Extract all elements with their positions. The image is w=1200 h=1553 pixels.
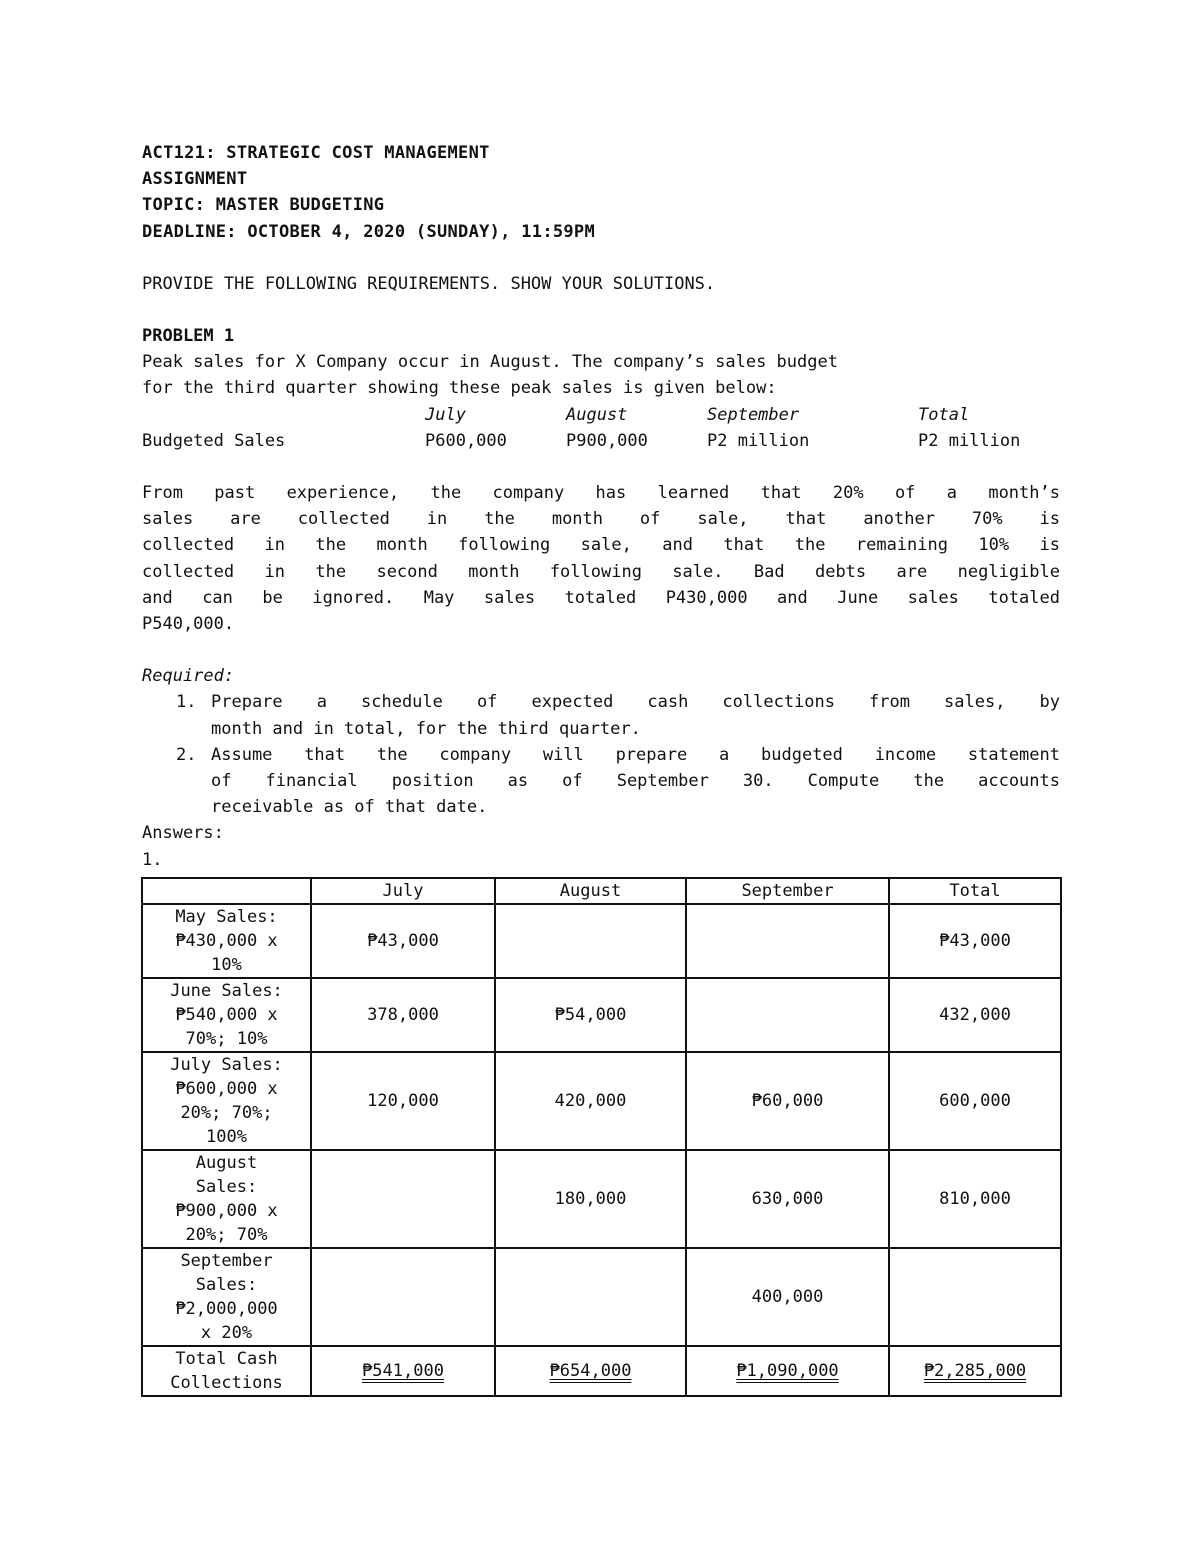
table-row-september: [142, 1248, 1061, 1346]
course-title: ACT121: STRATEGIC COST MANAGEMENT: [142, 143, 490, 163]
cell-total: 600,000: [889, 1052, 1061, 1150]
requirements-list: [142, 689, 1060, 820]
table-row-august: [142, 1150, 1061, 1248]
requirement-line: month and in total, for the third quarter.: [211, 718, 641, 739]
requirement-line: Assume that the company will prepare a budgeted income statement: [211, 744, 1060, 765]
requirement-line: of financial position as of September 30. Compute the accounts: [211, 771, 1060, 792]
row-label: Total Cash Collections: [142, 1346, 311, 1396]
cell-september: ₱60,000: [686, 1052, 889, 1150]
total-cell-july: ₱541,000: [311, 1346, 495, 1396]
paragraph-line: P540,000.: [142, 614, 235, 635]
cash-collections-table: [141, 877, 1062, 1397]
cell-july: ₱43,000: [311, 904, 495, 978]
table-row-june: [142, 978, 1061, 1052]
cell-september: [686, 904, 889, 978]
table-row-total: [142, 1346, 1061, 1396]
cell-september: 400,000: [686, 1248, 889, 1346]
requirement-number: 2.: [176, 744, 197, 765]
cell-total: ₱43,000: [889, 904, 1061, 978]
sales-value-july: P600,000: [425, 430, 507, 451]
header-september: September: [686, 878, 889, 904]
requirement-item: [142, 689, 1060, 741]
header-august: August: [495, 878, 686, 904]
row-label: June Sales: ₱540,000 x 70%; 10%: [142, 978, 311, 1052]
header-total: Total: [889, 878, 1061, 904]
cell-august: ₱54,000: [495, 978, 686, 1052]
answers-label: Answers:: [142, 823, 224, 844]
row-label: August Sales: ₱900,000 x 20%; 70%: [142, 1150, 311, 1248]
sales-budget-row: [142, 428, 1060, 454]
header-blank-cell: [142, 878, 311, 904]
sales-budget-header: [142, 402, 1060, 428]
requirement-number: 1.: [176, 692, 197, 713]
intro-line: Peak sales for X Company occur in August. The company’s sales budget: [142, 352, 838, 373]
requirement-line: Prepare a schedule of expected cash collections from sales, by: [211, 692, 1060, 713]
instruction-line: PROVIDE THE FOLLOWING REQUIREMENTS. SHOW YOUR SOLUTIONS.: [142, 273, 716, 294]
cell-august: [495, 1248, 686, 1346]
paragraph-line: From past experience, the company has learned that 20% of a month’s: [142, 483, 1060, 503]
total-cell-total: ₱2,285,000: [889, 1346, 1061, 1396]
answer-number: 1.: [142, 849, 163, 870]
table-row-may: [142, 904, 1061, 978]
total-cell-september: ₱1,090,000: [686, 1346, 889, 1396]
cell-august: [495, 904, 686, 978]
total-cell-august: ₱654,000: [495, 1346, 686, 1396]
cell-july: [311, 1248, 495, 1346]
paragraph-line: sales are collected in the month of sale, that another 70% is: [142, 509, 1060, 530]
sales-header-august: August: [566, 404, 628, 425]
cell-august: 180,000: [495, 1150, 686, 1248]
sales-row-label: Budgeted Sales: [142, 430, 286, 451]
header-july: July: [311, 878, 495, 904]
cell-september: 630,000: [686, 1150, 889, 1248]
topic-line: TOPIC: MASTER BUDGETING: [142, 195, 385, 216]
problem-title: PROBLEM 1: [142, 326, 235, 347]
requirement-item: [142, 742, 1060, 821]
cell-july: 378,000: [311, 978, 495, 1052]
intro-line: for the third quarter showing these peak sales is given below:: [142, 378, 777, 399]
row-label: May Sales: ₱430,000 x 10%: [142, 904, 311, 978]
cell-september: [686, 978, 889, 1052]
cell-total: [889, 1248, 1061, 1346]
table-row-july: [142, 1052, 1061, 1150]
sales-value-total: P2 million: [918, 430, 1021, 451]
sales-header-september: September: [707, 404, 800, 425]
cell-july: [311, 1150, 495, 1248]
sales-header-july: July: [425, 404, 466, 425]
cell-total: 432,000: [889, 978, 1061, 1052]
paragraph-line: collected in the second month following sale. Bad debts are negligible: [142, 561, 1060, 582]
cell-july: 120,000: [311, 1052, 495, 1150]
row-label: September Sales: ₱2,000,000 x 20%: [142, 1248, 311, 1346]
cell-august: 420,000: [495, 1052, 686, 1150]
table-header-row: [142, 878, 1061, 904]
cell-total: 810,000: [889, 1150, 1061, 1248]
document-body: [142, 140, 1060, 873]
deadline-line: DEADLINE: OCTOBER 4, 2020 (SUNDAY), 11:59PM: [142, 221, 595, 242]
row-label: July Sales: ₱600,000 x 20%; 70%; 100%: [142, 1052, 311, 1150]
requirement-line: receivable as of that date.: [211, 797, 488, 818]
required-label: Required:: [142, 666, 235, 687]
paragraph-line: and can be ignored. May sales totaled P430,000 and June sales totaled: [142, 587, 1060, 608]
sales-header-total: Total: [918, 404, 970, 425]
sales-value-september: P2 million: [707, 430, 810, 451]
assignment-label: ASSIGNMENT: [142, 169, 248, 190]
paragraph-line: collected in the month following sale, and that the remaining 10% is: [142, 535, 1060, 556]
sales-value-august: P900,000: [566, 430, 648, 451]
